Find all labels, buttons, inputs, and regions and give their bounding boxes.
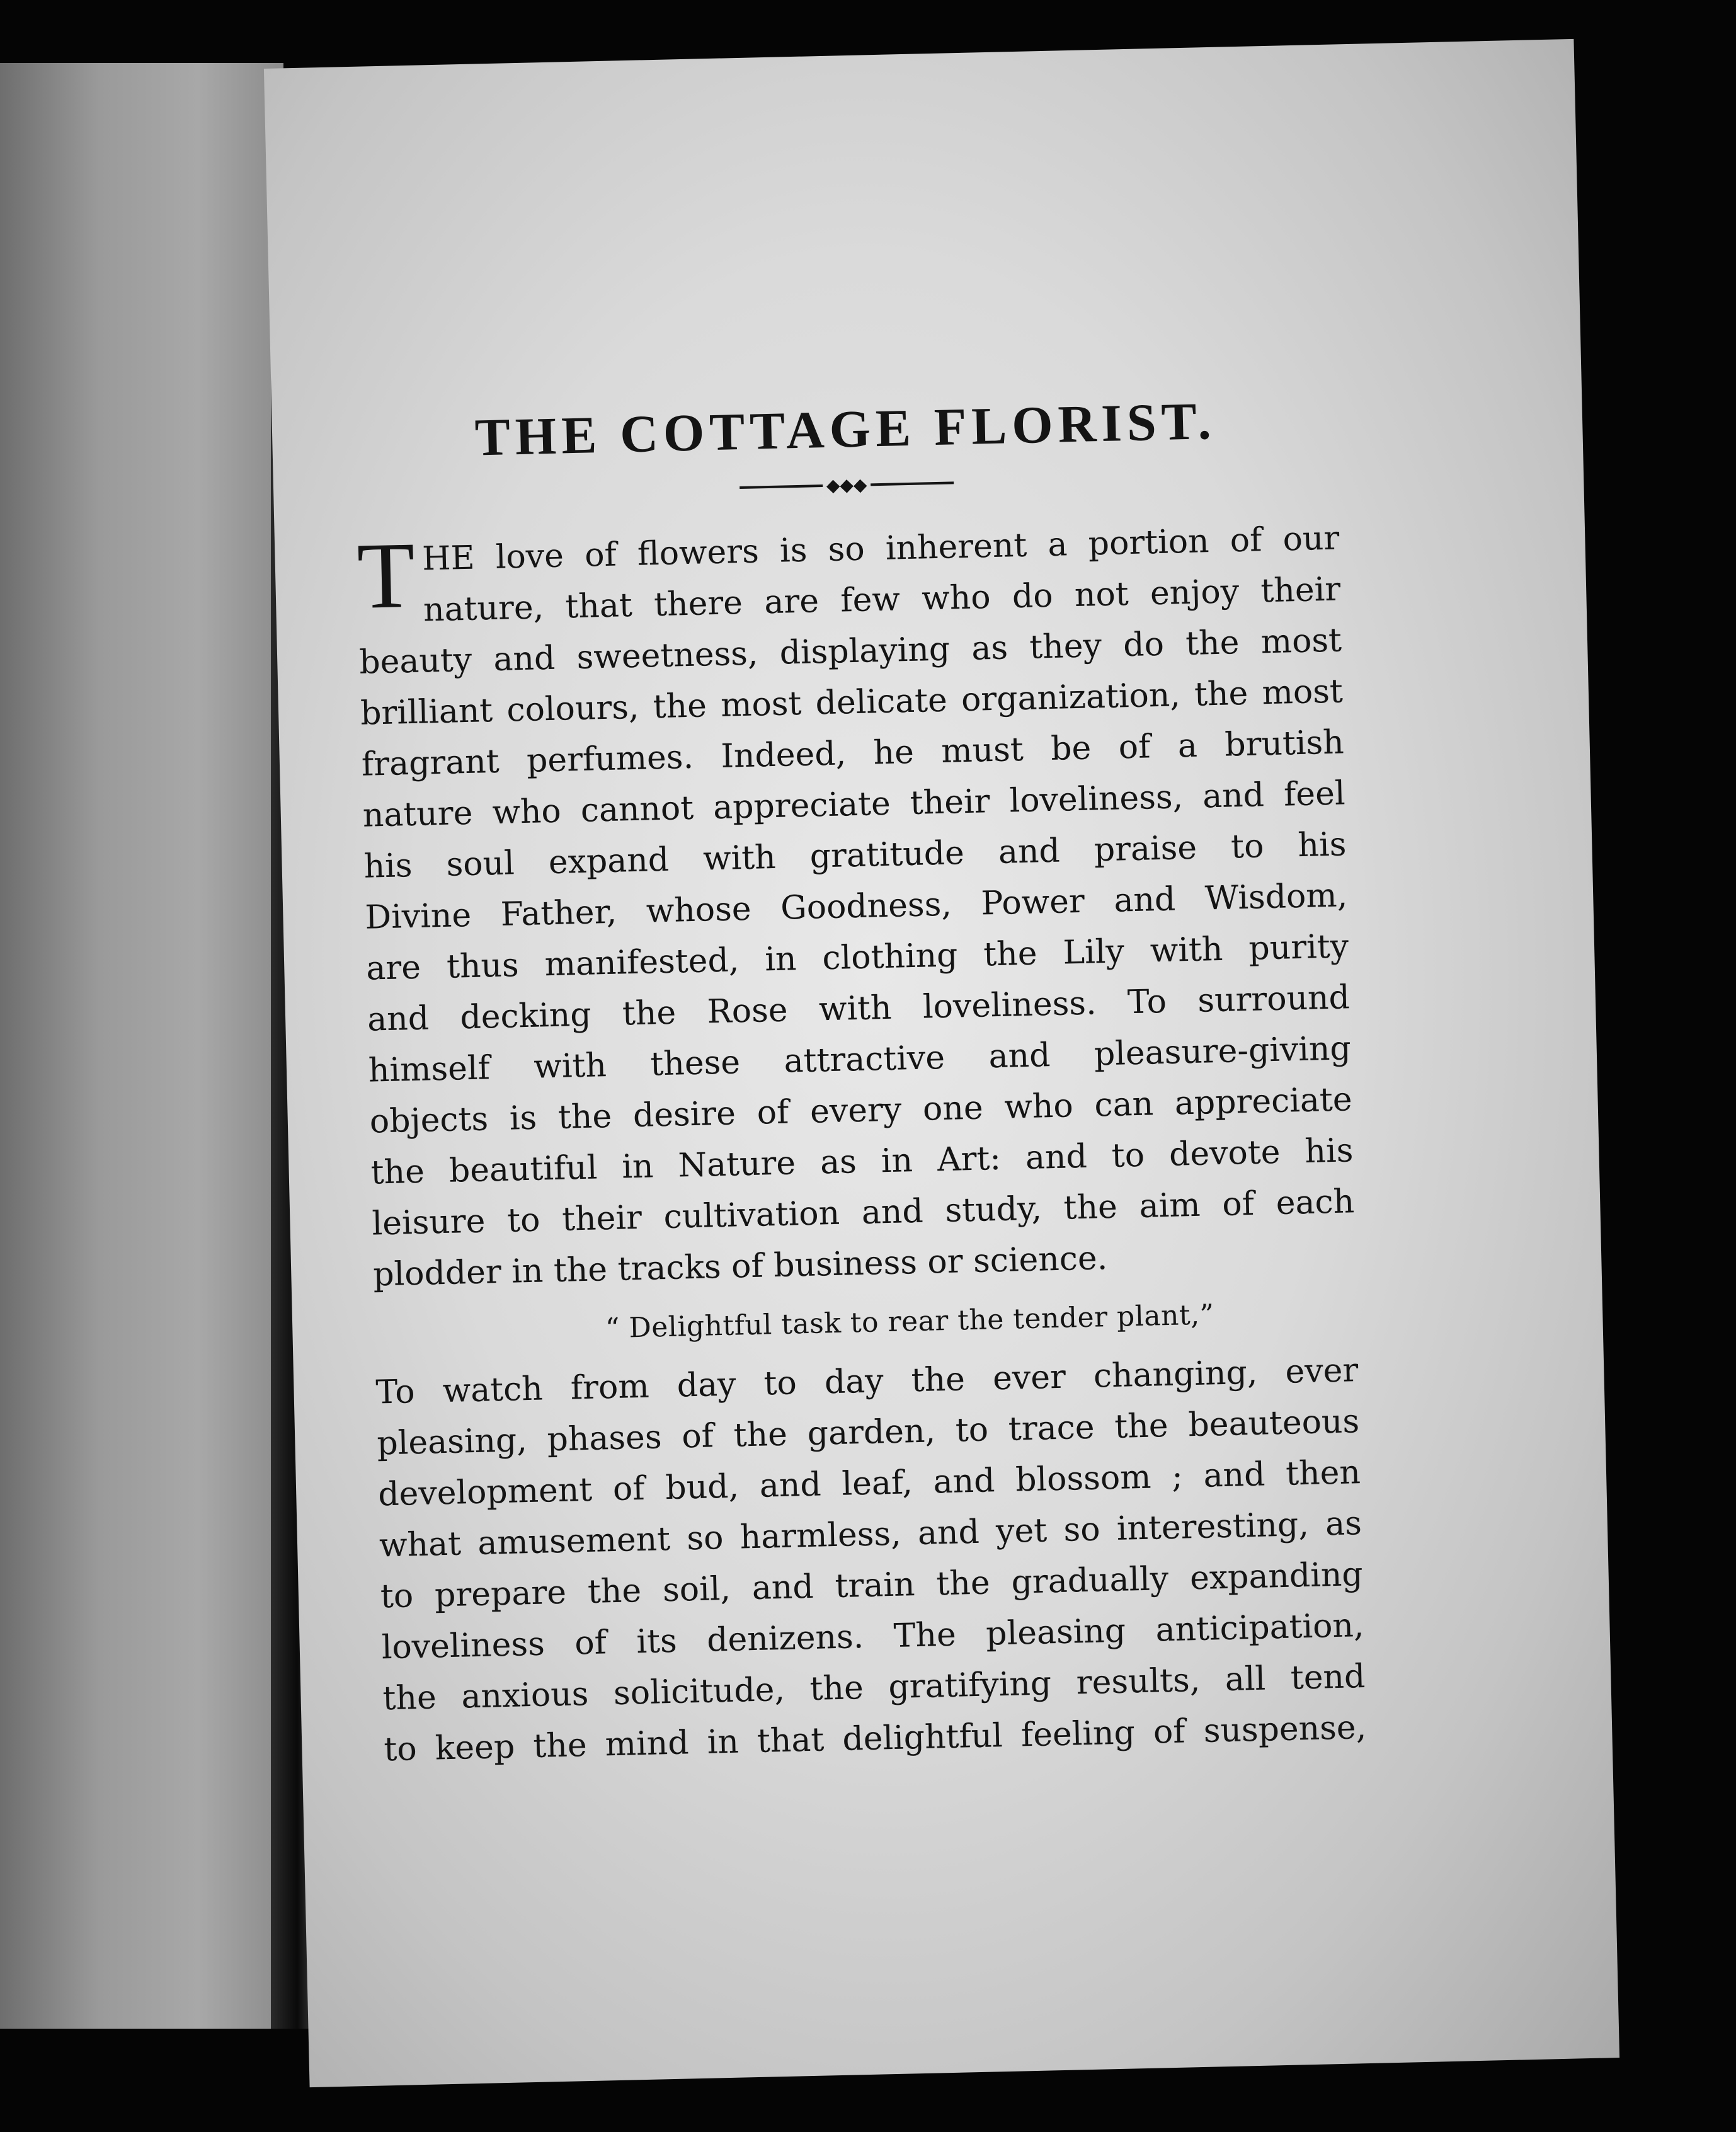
drop-cap: T bbox=[356, 522, 416, 629]
paragraph-1 bbox=[357, 513, 1356, 1300]
text-line: his soul expand with gratitude and praise to his bbox=[363, 825, 1347, 886]
page-content bbox=[353, 388, 1367, 1776]
text-line: Divine Father, whose Goodness, Power and Wisdom, bbox=[364, 876, 1348, 937]
text-line: fragrant perfumes. Indeed, he must be of a brutish bbox=[361, 723, 1345, 784]
text-line: the beautiful in Nature as in Art: and to devote his bbox=[370, 1132, 1354, 1192]
right-page bbox=[264, 39, 1619, 2087]
ornament-rule-right bbox=[871, 481, 954, 486]
left-page-edge bbox=[0, 63, 283, 2029]
text-line: loveliness of its denizens. The pleasing anticipation, bbox=[381, 1607, 1365, 1667]
title-ornament bbox=[740, 474, 954, 496]
text-line: nature who cannot appreciate their loveliness, and feel bbox=[362, 774, 1346, 835]
text-line: what amusement so harmless, and yet so interesting, as bbox=[379, 1504, 1362, 1565]
text-line: plodder in the tracks of business or science. bbox=[372, 1239, 1108, 1294]
text-line: to keep the mind in that delightful feeling of suspense, bbox=[383, 1708, 1367, 1769]
text-line: leisure to their cultivation and study, the aim of each bbox=[371, 1183, 1355, 1243]
text-line: the anxious solicitude, the gratifying results, all tend bbox=[382, 1658, 1366, 1718]
text-line: brilliant colours, the most delicate organization, the most bbox=[360, 672, 1344, 733]
text-line: development of bud, and leaf, and blossom ; and then bbox=[377, 1453, 1361, 1514]
text-line: To watch from day to day the ever changing, ever bbox=[375, 1351, 1359, 1412]
text-line: nature, that there are few who do not enjoy their bbox=[423, 570, 1341, 629]
text-line: to prepare the soil, and train the gradually expanding bbox=[380, 1556, 1364, 1616]
text-line: himself with these attractive and pleasure-giving bbox=[368, 1029, 1352, 1090]
ornament-diamonds: ◆◆◆ bbox=[826, 474, 867, 496]
text-line: HE love of flowers is so inherent a portion of our bbox=[421, 519, 1340, 578]
ornament-rule-left bbox=[740, 484, 823, 489]
text-line: and decking the Rose with loveliness. To surround bbox=[367, 978, 1351, 1039]
text-line: are thus manifested, in clothing the Lily with purity bbox=[365, 927, 1349, 988]
poetry-quote: “ Delightful task to rear the tender plant,” bbox=[605, 1298, 1215, 1345]
page-title: THE COTTAGE FLORIST. bbox=[474, 391, 1217, 467]
paragraph-2 bbox=[375, 1345, 1367, 1775]
text-line: objects is the desire of every one who can appreciate bbox=[369, 1080, 1353, 1141]
text-line: pleasing, phases of the garden, to trace the beauteous bbox=[376, 1402, 1360, 1463]
text-line: beauty and sweetness, displaying as they do the most bbox=[358, 621, 1342, 682]
